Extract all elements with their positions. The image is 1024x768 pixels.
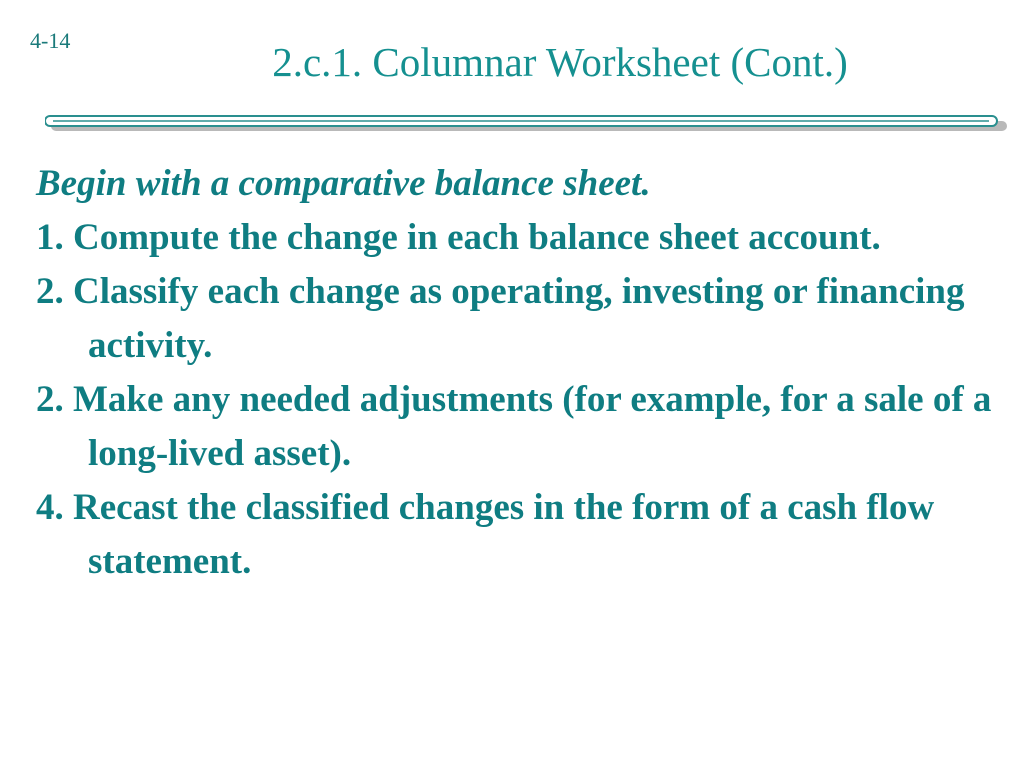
intro-text: Begin with a comparative balance sheet. xyxy=(36,163,651,204)
slide-number: 4-14 xyxy=(30,28,71,53)
title-divider xyxy=(45,112,1007,134)
step-item: 4. Recast the classified changes in the form of a cash flow statement. xyxy=(36,487,935,582)
step-item: 2. Classify each change as operating, investing or financing activity. xyxy=(36,271,965,366)
slide-title: 2.c.1. Columnar Worksheet (Cont.) xyxy=(272,39,848,85)
slide-body xyxy=(36,157,1011,589)
step-item: 2. Make any needed adjustments (for example, for a sale of a long-lived asset). xyxy=(36,379,992,474)
step-item: 1. Compute the change in each balance sheet account. xyxy=(36,217,881,258)
